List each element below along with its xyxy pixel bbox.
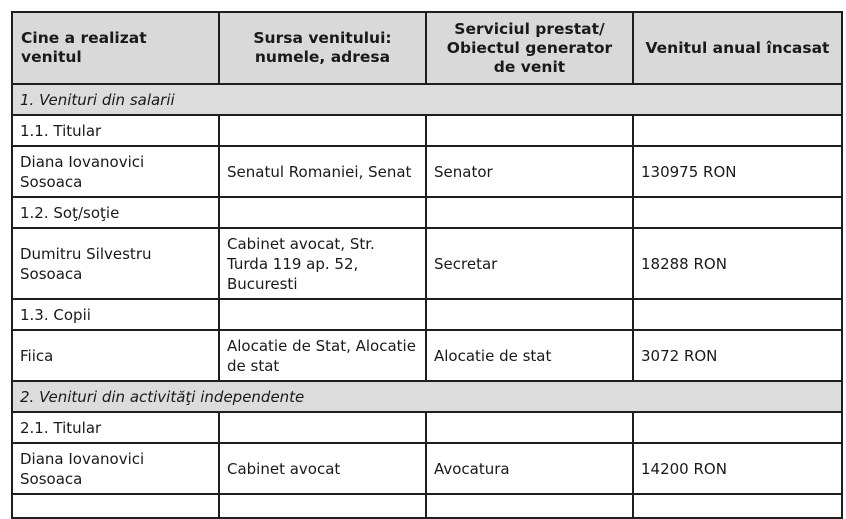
table-row [12, 443, 842, 494]
income-source-cell: Senatul Romaniei, Senat [219, 146, 426, 197]
empty-cell [426, 412, 633, 443]
header-income-earner: Cine a realizat venitul [12, 12, 219, 84]
income-earner-cell: Fiica [12, 330, 219, 381]
income-source-cell: Cabinet avocat, Str. Turda 119 ap. 52, Bucuresti [219, 228, 426, 299]
empty-cell [633, 494, 842, 518]
empty-cell [426, 494, 633, 518]
table-header-row [12, 12, 842, 84]
group-row-children [12, 299, 842, 330]
table-row [12, 330, 842, 381]
income-earner-cell: Diana Iovanovici Sosoaca [12, 146, 219, 197]
income-earner-cell: Dumitru Silvestru Sosoaca [12, 228, 219, 299]
empty-cell [12, 494, 219, 518]
service-cell: Avocatura [426, 443, 633, 494]
table-row-cutoff [12, 494, 842, 518]
header-annual-income: Venitul anual încasat [633, 12, 842, 84]
group-row-titular [12, 115, 842, 146]
section-title-salaries: 1. Venituri din salarii [12, 84, 842, 115]
empty-cell [426, 299, 633, 330]
empty-cell [633, 299, 842, 330]
annual-income-cell: 3072 RON [633, 330, 842, 381]
section-row-salaries [12, 84, 842, 115]
empty-cell [633, 197, 842, 228]
empty-cell [219, 494, 426, 518]
table-row [12, 146, 842, 197]
income-table [11, 11, 843, 519]
service-cell: Senator [426, 146, 633, 197]
group-label: 1.3. Copii [12, 299, 219, 330]
empty-cell [426, 115, 633, 146]
income-source-cell: Cabinet avocat [219, 443, 426, 494]
section-row-independent [12, 381, 842, 412]
empty-cell [633, 115, 842, 146]
service-cell: Secretar [426, 228, 633, 299]
group-label: 2.1. Titular [12, 412, 219, 443]
group-row-spouse [12, 197, 842, 228]
annual-income-cell: 14200 RON [633, 443, 842, 494]
empty-cell [219, 197, 426, 228]
annual-income-cell: 18288 RON [633, 228, 842, 299]
empty-cell [426, 197, 633, 228]
service-cell: Alocatie de stat [426, 330, 633, 381]
header-income-source: Sursa venitului: numele, adresa [219, 12, 426, 84]
group-label: 1.2. Soţ/soţie [12, 197, 219, 228]
table-row [12, 228, 842, 299]
group-row-titular [12, 412, 842, 443]
empty-cell [219, 412, 426, 443]
empty-cell [633, 412, 842, 443]
section-title-independent: 2. Venituri din activităţi independente [12, 381, 842, 412]
group-label: 1.1. Titular [12, 115, 219, 146]
empty-cell [219, 299, 426, 330]
annual-income-cell: 130975 RON [633, 146, 842, 197]
empty-cell [219, 115, 426, 146]
income-earner-cell: Diana Iovanovici Sosoaca [12, 443, 219, 494]
income-source-cell: Alocatie de Stat, Alocatie de stat [219, 330, 426, 381]
header-service-provided: Serviciul prestat/ Obiectul generator de venit [426, 12, 633, 84]
